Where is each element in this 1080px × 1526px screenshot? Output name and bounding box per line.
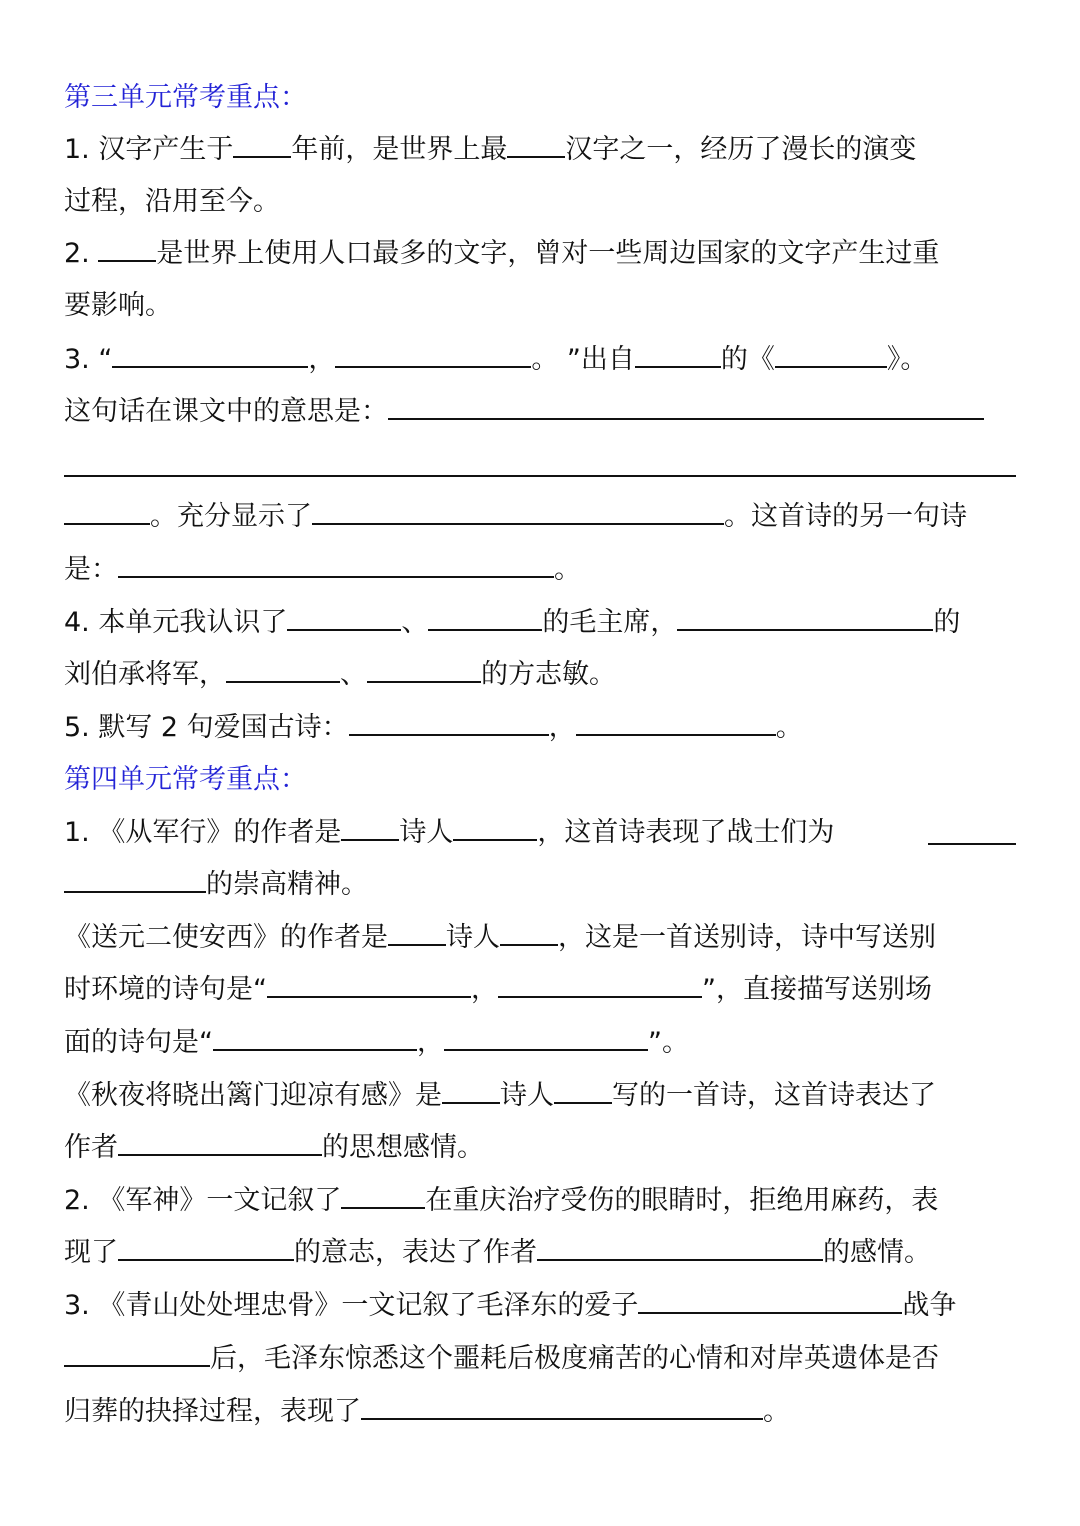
u3-q3-text-f: 这句话在课文中的意思是：	[64, 396, 388, 427]
u3-q2-line1	[64, 234, 939, 274]
u3-q4-line1	[64, 603, 960, 643]
u3-q3-text-d: 的《	[720, 344, 775, 375]
answer-blank[interactable]	[453, 817, 537, 841]
u3-q3-line4	[64, 497, 967, 537]
u4-q2-text-e: 的感情。	[823, 1237, 931, 1268]
u3-q3-text-b: ，	[308, 344, 336, 375]
u3-q3-line2	[64, 392, 1016, 432]
u4-q1-text-f: 诗人	[446, 922, 500, 953]
u4-q2-text-b: 在重庆治疗受伤的眼睛时，拒绝用麻药，表	[425, 1185, 939, 1216]
u3-q4-text-g: 的方志敏。	[481, 659, 616, 690]
u3-q5-text-b: ，	[548, 712, 576, 743]
answer-blank[interactable]	[638, 1290, 902, 1314]
u4-q3-text-a: 3. 《青山处处埋忠骨》一文记叙了毛泽东的爱子	[64, 1290, 639, 1321]
answer-blank[interactable]	[507, 134, 565, 158]
u3-q4-text-f: 、	[340, 659, 367, 690]
u4-q1-text-q: 作者	[64, 1132, 118, 1163]
u3-q1-text-b: 年前，是世界上最	[291, 134, 508, 165]
u4-q3-line3	[64, 1392, 790, 1432]
answer-blank[interactable]	[287, 607, 401, 631]
u3-q2-text-a: 2.	[64, 238, 99, 269]
answer-blank[interactable]	[312, 501, 724, 525]
answer-blank[interactable]	[112, 344, 308, 368]
u4-q3-line2	[64, 1339, 939, 1379]
u3-q1-text-d: 过程，沿用至今。	[64, 186, 280, 217]
u3-q2-line2	[64, 286, 172, 326]
u4-q2-text-d: 的意志，表达了作者	[294, 1237, 537, 1268]
u4-q3-text-d: 归葬的抉择过程，表现了	[64, 1396, 361, 1427]
u4-q1-text-e: 《送元二使安西》的作者是	[64, 922, 388, 953]
u3-q2-text-b: 是世界上使用人口最多的文字，曾对一些周边国家的文字产生过重	[156, 238, 940, 269]
u4-q3-text-c: 后，毛泽东惊悉这个噩耗后极度痛苦的心情和对岸英遗体是否	[210, 1343, 939, 1374]
unit3-heading: 第三单元常考重点：	[64, 82, 307, 113]
u4-q1-text-o: 诗人	[500, 1080, 554, 1111]
answer-blank[interactable]	[341, 817, 399, 841]
u3-q4-line2	[64, 655, 616, 695]
u4-q1-line3	[64, 918, 936, 958]
u3-q2-text-c: 要影响。	[64, 290, 172, 321]
u3-q3-text-h: 。这首诗的另一句诗	[724, 501, 967, 532]
answer-blank[interactable]	[118, 1237, 294, 1261]
u4-q2-line1	[64, 1181, 938, 1221]
answer-blank[interactable]	[213, 1027, 417, 1051]
u4-q1-line2	[64, 865, 368, 905]
u3-q5-line1	[64, 708, 803, 748]
u3-q3-line1	[64, 340, 927, 380]
u4-q3-text-b: 战争	[902, 1290, 957, 1321]
u4-q2-line2	[64, 1233, 931, 1273]
u3-q4-text-c: 的毛主席，	[542, 607, 678, 638]
u3-q3-line5	[64, 550, 581, 590]
u3-q3-text-i: 是：	[64, 554, 118, 585]
u3-q3-text-a: 3. “	[64, 344, 113, 375]
answer-blank[interactable]	[98, 238, 156, 262]
answer-blank[interactable]	[775, 344, 887, 368]
u4-q3-text-e: 。	[763, 1396, 790, 1427]
u4-q1-text-r: 的思想感情。	[322, 1132, 484, 1163]
answer-blank[interactable]	[635, 344, 721, 368]
u4-q1-text-a: 1. 《从军行》的作者是	[64, 817, 342, 848]
u3-q4-text-d: 的	[933, 607, 961, 638]
u4-q2-text-c: 现了	[64, 1237, 118, 1268]
u4-q2-text-a: 2. 《军神》一文记叙了	[64, 1185, 342, 1216]
u4-q1-line6	[64, 1076, 936, 1116]
answer-blank[interactable]	[367, 659, 481, 683]
answer-blank[interactable]	[498, 974, 702, 998]
u3-q5-text-a: 5. 默写 2 句爱国古诗：	[64, 712, 349, 743]
u3-q1-line1	[64, 130, 916, 170]
u3-q1-text-c: 汉字之一，经历了漫长的演变	[565, 134, 917, 165]
u4-q1-line7	[64, 1128, 484, 1168]
answer-blank[interactable]	[576, 712, 776, 736]
answer-blank[interactable]	[118, 1132, 322, 1156]
u3-q3-text-g: 。充分显示了	[150, 501, 312, 532]
answer-blank[interactable]	[226, 659, 340, 683]
answer-blank[interactable]	[341, 1185, 425, 1209]
u3-q1-line2	[64, 182, 280, 222]
u4-q1-text-j: ”，直接描写送别场	[702, 974, 932, 1005]
u3-q4-text-a: 4. 本单元我认识了	[64, 607, 288, 638]
u4-q1-text-m: ”。	[648, 1027, 689, 1058]
u3-q3-text-e: 》。	[886, 344, 928, 375]
answer-blank[interactable]	[118, 554, 554, 578]
answer-blank[interactable]	[64, 501, 150, 525]
answer-blank[interactable]	[335, 344, 531, 368]
u3-q3-text-c: 。 ”出自	[531, 344, 635, 375]
answer-blank[interactable]	[928, 821, 1016, 845]
u3-q3-text-j: 。	[554, 554, 581, 585]
answer-blank[interactable]	[64, 1343, 210, 1367]
answer-blank[interactable]	[388, 396, 984, 420]
answer-blank[interactable]	[554, 1080, 612, 1104]
answer-blank[interactable]	[428, 607, 542, 631]
answer-blank[interactable]	[677, 607, 933, 631]
unit4-heading: 第四单元常考重点：	[64, 764, 307, 795]
u4-q1-text-p: 写的一首诗，这首诗表达了	[612, 1080, 936, 1111]
answer-blank[interactable]	[267, 974, 471, 998]
answer-blank[interactable]	[361, 1396, 763, 1420]
answer-blank[interactable]	[64, 869, 206, 893]
u4-q1-text-c: ，这首诗表现了战士们为	[537, 817, 835, 848]
u3-q4-text-e: 刘伯承将军，	[64, 659, 226, 690]
answer-line[interactable]	[64, 475, 1016, 477]
u3-q4-text-b: 、	[401, 607, 429, 638]
u4-q1-text-h: 时环境的诗句是“	[64, 974, 267, 1005]
u4-q1-text-l: ，	[417, 1027, 444, 1058]
answer-blank[interactable]	[388, 922, 446, 946]
u4-q3-line1	[64, 1286, 956, 1326]
answer-blank[interactable]	[442, 1080, 500, 1104]
u4-q1-text-d: 的崇高精神。	[206, 869, 368, 900]
answer-blank[interactable]	[444, 1027, 648, 1051]
u4-q1-line1	[64, 813, 1016, 853]
u4-q1-text-b: 诗人	[399, 817, 454, 848]
u4-q1-line4	[64, 970, 932, 1010]
u4-q1-text-i: ，	[471, 974, 498, 1005]
answer-blank[interactable]	[537, 1237, 823, 1261]
u4-q1-text-g: ，这是一首送别诗，诗中写送别	[558, 922, 936, 953]
u3-q5-text-c: 。	[775, 712, 803, 743]
answer-blank[interactable]	[349, 712, 549, 736]
answer-blank[interactable]	[233, 134, 291, 158]
u4-q1-line5	[64, 1023, 689, 1063]
u4-q1-text-k: 面的诗句是“	[64, 1027, 213, 1058]
u4-q1-text-n: 《秋夜将晓出篱门迎凉有感》是	[64, 1080, 442, 1111]
u3-q1-text-a: 1. 汉字产生于	[64, 134, 234, 165]
answer-blank[interactable]	[500, 922, 558, 946]
